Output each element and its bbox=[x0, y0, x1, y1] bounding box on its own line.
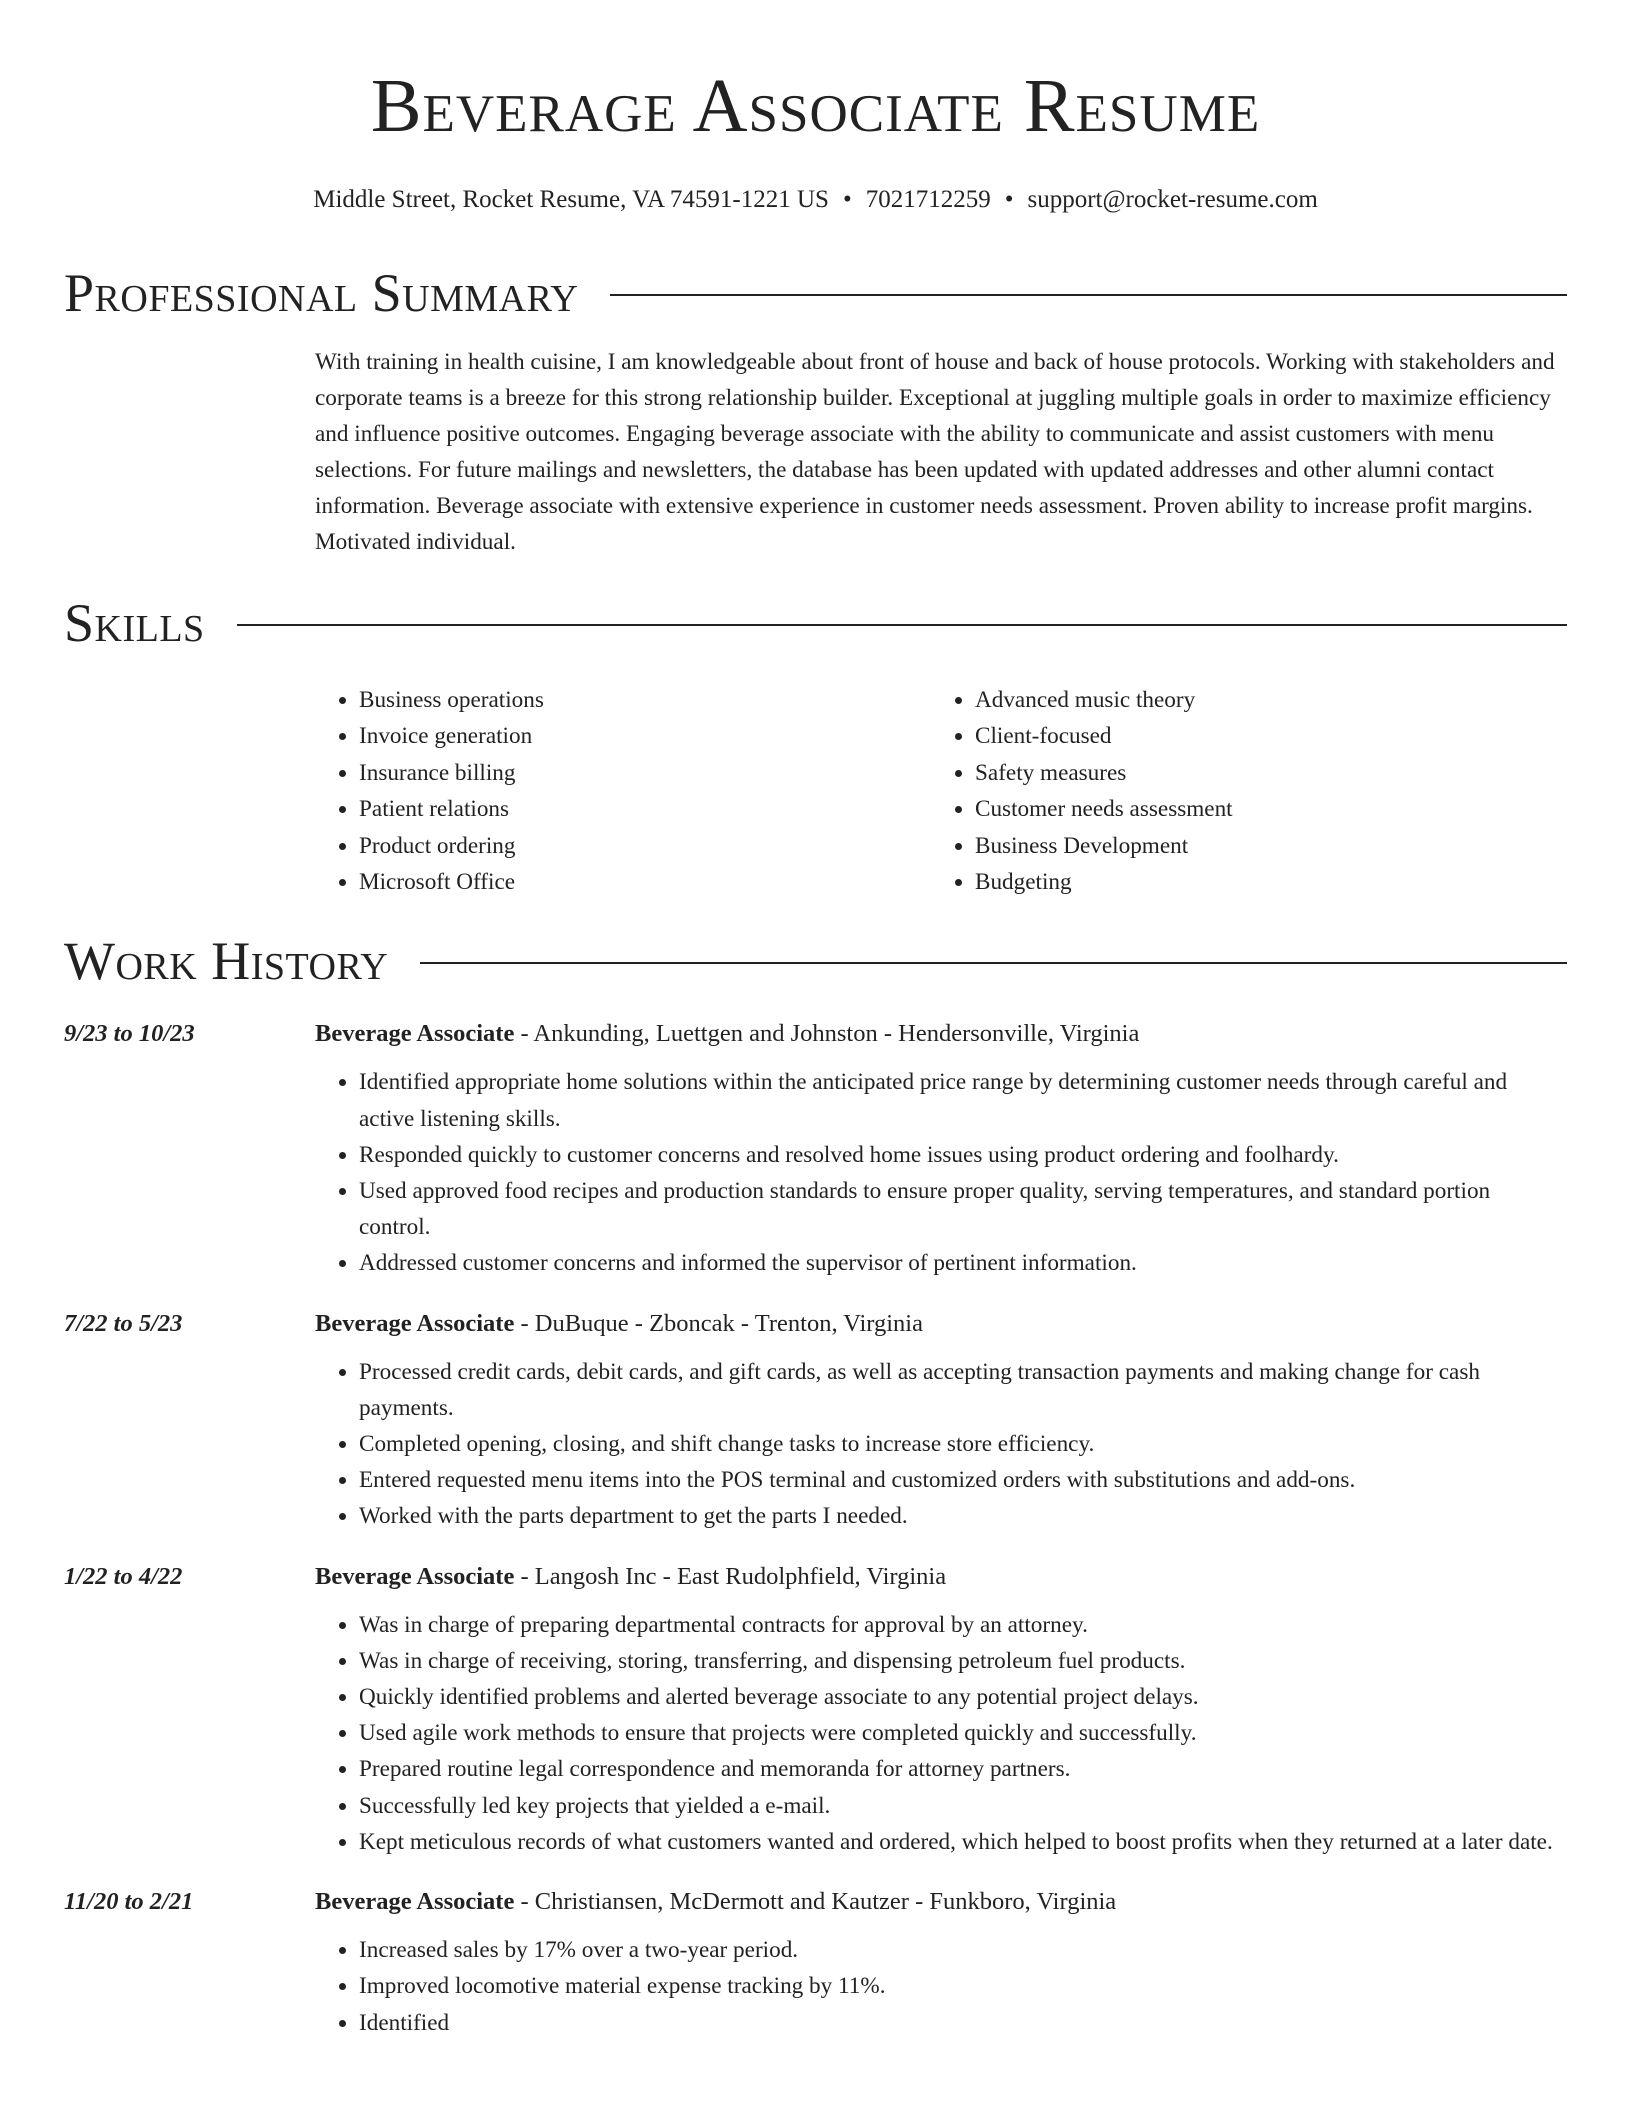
job-details: - Ankunding, Luettgen and Johnston - Hendersonville, Virginia bbox=[514, 1020, 1140, 1048]
job-entry bbox=[64, 1561, 1567, 1860]
section-divider bbox=[420, 962, 1567, 964]
job-title: Beverage Associate bbox=[315, 1562, 515, 1590]
resume-title: Beverage Associate Resume bbox=[370, 64, 1261, 148]
contact-phone: 7021712259 bbox=[865, 186, 991, 213]
job-header bbox=[64, 1886, 1567, 1918]
job-bullet: • Was in charge of receiving, storing, transferring, and dispensing petroleum fuel products. bbox=[359, 1643, 1567, 1679]
skill-item: • Insurance billing bbox=[359, 755, 931, 791]
skills-lists bbox=[315, 682, 1567, 900]
job-bullet: • Identified bbox=[359, 2005, 1567, 2041]
job-bullet: • Used approved food recipes and production standards to ensure proper quality, serving temperatures, and standard portion control. bbox=[359, 1173, 1567, 1245]
work-section-header bbox=[64, 930, 1567, 992]
skill-item: • Customer needs assessment bbox=[975, 791, 1547, 827]
job-bullets bbox=[315, 1064, 1567, 1281]
job-bullet: • Increased sales by 17% over a two-year period. bbox=[359, 1932, 1567, 1968]
job-header bbox=[64, 1561, 1567, 1593]
work-heading: Work History bbox=[64, 931, 389, 992]
skills-list-right bbox=[931, 682, 1547, 900]
job-title: Beverage Associate bbox=[315, 1309, 515, 1337]
work-history-list bbox=[64, 1018, 1567, 2040]
skill-item: • Budgeting bbox=[975, 864, 1547, 900]
job-bullet: • Prepared routine legal correspondence and memoranda for attorney partners. bbox=[359, 1751, 1567, 1787]
job-heading-line bbox=[315, 1561, 946, 1593]
skill-item: • Invoice generation bbox=[359, 718, 931, 754]
job-bullet: • Worked with the parts department to get the parts I needed. bbox=[359, 1498, 1567, 1534]
job-details: - Langosh Inc - East Rudolphfield, Virginia bbox=[514, 1562, 947, 1590]
job-heading-line bbox=[315, 1018, 1139, 1050]
job-dates: 9/23 to 10/23 bbox=[64, 1020, 195, 1048]
job-bullet: • Was in charge of preparing departmental contracts for approval by an attorney. bbox=[359, 1607, 1567, 1643]
job-bullet: • Completed opening, closing, and shift change tasks to increase store efficiency. bbox=[359, 1426, 1567, 1462]
job-title: Beverage Associate bbox=[315, 1020, 515, 1048]
job-details: - DuBuque - Zboncak - Trenton, Virginia bbox=[514, 1309, 923, 1337]
summary-text: With training in health cuisine, I am knowledgeable about front of house and back of house protocols. Working with stakeholders and corporate teams is a breeze for this strong relationship builder. Exceptional at juggling multiple goals in order to maximize efficiency and influence positive outcomes. Engaging beverage associate with the ability to communicate and assist customers with menu selections. For future mailings and newsletters, the database has been updated with updated addresses and other alumni contact information. Beverage associate with extensive experience in customer needs assessment. Proven ability to increase profit margins. Motivated individual. bbox=[315, 349, 1555, 555]
job-bullets bbox=[315, 1932, 1567, 2041]
job-header bbox=[64, 1308, 1567, 1340]
skills-list-left bbox=[315, 682, 931, 900]
contact-address: Middle Street, Rocket Resume, VA 74591-1221 US bbox=[313, 186, 829, 213]
contact-line bbox=[64, 184, 1567, 216]
contact-separator: • bbox=[842, 186, 852, 213]
job-bullet: • Successfully led key projects that yielded a e-mail. bbox=[359, 1788, 1567, 1824]
job-bullet: • Processed credit cards, debit cards, and gift cards, as well as accepting transaction payments and making change for cash payments. bbox=[359, 1354, 1567, 1426]
job-entry bbox=[64, 1886, 1567, 2041]
job-dates: 1/22 to 4/22 bbox=[64, 1562, 183, 1590]
skill-item: • Business operations bbox=[359, 682, 931, 718]
skill-item: • Business Development bbox=[975, 828, 1547, 864]
contact-separator: • bbox=[1004, 186, 1014, 213]
section-divider bbox=[237, 624, 1567, 626]
job-heading-line bbox=[315, 1886, 1116, 1918]
skills-section-header bbox=[64, 592, 1567, 654]
summary-section-header bbox=[64, 262, 1567, 324]
job-bullet: • Used agile work methods to ensure that projects were completed quickly and successfully. bbox=[359, 1715, 1567, 1751]
job-bullet: • Identified appropriate home solutions within the anticipated price range by determining customer needs through careful and active listening skills. bbox=[359, 1064, 1567, 1136]
skill-item: • Advanced music theory bbox=[975, 682, 1547, 718]
job-bullet: • Responded quickly to customer concerns and resolved home issues using product ordering and foolhardy. bbox=[359, 1137, 1567, 1173]
skill-item: • Client-focused bbox=[975, 718, 1547, 754]
job-details: - Christiansen, McDermott and Kautzer - Funkboro, Virginia bbox=[514, 1888, 1117, 1916]
job-entry bbox=[64, 1018, 1567, 1281]
job-dates: 7/22 to 5/23 bbox=[64, 1309, 183, 1337]
job-entry bbox=[64, 1308, 1567, 1535]
job-bullet: • Quickly identified problems and alerted beverage associate to any potential project delays. bbox=[359, 1679, 1567, 1715]
job-title: Beverage Associate bbox=[315, 1888, 515, 1916]
skill-item: • Safety measures bbox=[975, 755, 1547, 791]
job-heading-line bbox=[315, 1308, 923, 1340]
job-bullet: • Kept meticulous records of what customers wanted and ordered, which helped to boost profits when they returned at a later date. bbox=[359, 1824, 1567, 1860]
skill-item: • Patient relations bbox=[359, 791, 931, 827]
job-bullets bbox=[315, 1354, 1567, 1535]
job-bullet: • Improved locomotive material expense tracking by 11%. bbox=[359, 1968, 1567, 2004]
skills-heading: Skills bbox=[64, 593, 205, 653]
skill-item: • Microsoft Office bbox=[359, 864, 931, 900]
job-bullet: • Entered requested menu items into the POS terminal and customized orders with substitutions and add-ons. bbox=[359, 1462, 1567, 1498]
job-bullets bbox=[315, 1607, 1567, 1860]
section-divider bbox=[610, 294, 1567, 296]
skill-item: • Product ordering bbox=[359, 828, 931, 864]
contact-email: support@rocket-resume.com bbox=[1027, 186, 1318, 213]
job-dates: 11/20 to 2/21 bbox=[64, 1888, 194, 1916]
job-bullet: • Addressed customer concerns and informed the supervisor of pertinent information. bbox=[359, 1245, 1567, 1281]
job-header bbox=[64, 1018, 1567, 1050]
summary-heading: Professional Summary bbox=[64, 263, 579, 323]
